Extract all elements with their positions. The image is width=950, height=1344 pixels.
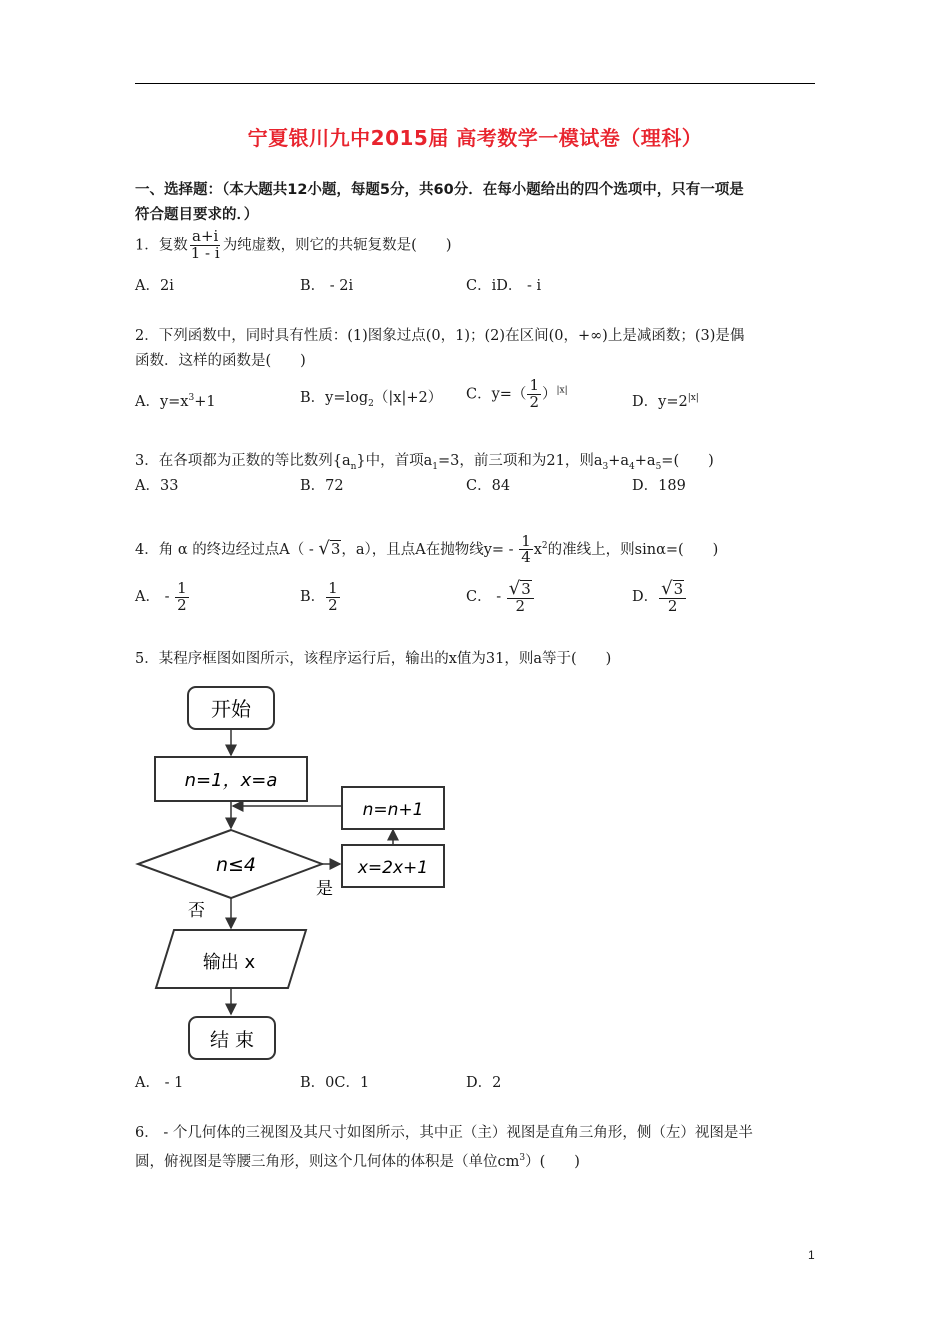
flow-output-label: 输出 x [202,952,256,973]
q4-option-b [300,576,341,618]
q3-t4: +a [608,453,630,469]
q3-s4: 4 [629,461,635,472]
flow-yes-label: 是 [316,879,333,899]
q3-t2: }中，首项a [356,453,433,469]
q3-s2: 1 [432,461,439,472]
question-2-line2: 函数．这样的函数是( ) [135,353,306,369]
question-5: 5．某程序框图如图所示，该程序运行后，输出的x值为31，则a等于( ) [135,651,612,667]
q4-a-pre: A． - [135,589,175,605]
q2-option-b [300,388,442,414]
q4-t4: 的准线上，则sinα=( ) [547,541,719,558]
q4-a-den: 2 [177,595,187,614]
flow-start-label: 开始 [211,697,251,721]
q3-option-a: A．33 [135,478,179,494]
flow-calc-label: x=2x+1 [357,858,429,878]
q2-b-post: （|x|+2） [373,390,443,406]
q2-c-post: ） [541,386,557,403]
q4-b-pre: B． [300,589,326,605]
flow-increment-label: n=n+1 [362,800,424,820]
q4-fraction [519,531,533,567]
q2-a-post: +1 [194,393,216,410]
q1-prefix: 1．复数 [135,237,188,254]
q3-s1: n [350,461,357,472]
q3-option-c: C．84 [466,478,511,494]
q6-line2-pre: 圆，俯视图是等腰三角形，则这个几何体的体积是（单位cm [135,1153,520,1170]
q4-d-den: 2 [667,596,678,615]
q2-a-pre: A．y=x [135,393,189,410]
q4-c-fraction [507,577,534,615]
q3-t6: =( ) [661,453,714,469]
q3-t1: 3．在各项都为正数的等比数列{a [135,453,351,469]
q4-option-c [466,576,535,618]
q2-d-pre: D．y=2 [632,393,688,410]
q4-c-rad: 3 [521,579,531,598]
q4-t2: ，a），且点A在抛物线y= - [341,541,519,558]
q3-t5: +a [634,453,656,469]
q4-c-pre: C． - [466,589,506,605]
q4-d-pre: D． [632,589,659,605]
q4-d-rad: 3 [673,579,684,598]
question-1 [135,229,452,262]
page-number: 1 [808,1248,815,1262]
q4-d-fraction [659,577,686,615]
q2-b-pre: B．y=log [300,390,369,406]
section-heading-line2: 符合题目要求的．） [135,207,259,223]
exam-title: 宁夏银川九中2015届 高考数学一模试卷（理科） [247,126,703,150]
header-rule [135,83,815,84]
q6-line2-sup: 3 [519,1153,526,1163]
q1-option-cd: C．iD． - i [466,278,542,294]
q4-option-a [135,576,190,618]
q2-c-den: 2 [529,392,539,411]
question-4 [135,529,718,567]
q5-option-d: D．2 [466,1075,502,1091]
q2-b-sub: 2 [368,398,374,409]
q2-c-sup: |x| [556,385,568,396]
q1-option-a: A．2i [135,278,174,294]
q3-t3: =3，前三项和为21，则a [438,453,603,469]
flowchart [130,680,460,1070]
q2-c-num: 1 [529,376,539,394]
flow-condition-label: n≤4 [215,854,257,876]
q2-c-pre: C．y=（ [466,386,527,403]
q4-c-num: √ 3 [507,580,534,599]
flow-init-label: n=1，x=a [184,770,278,791]
q2-a-sup: 3 [188,393,195,403]
section-heading-line1: 一、选择题：（本大题共12小题，每题5分，共60分．在每小题给出的四个选项中，只有一项是 [135,182,744,198]
q6-line2-post: ）( ) [525,1153,580,1170]
flow-end-label: 结 束 [209,1029,255,1051]
question-6-line1: 6． - 个几何体的三视图及其尺寸如图所示，其中正（主）视图是直角三角形，侧（左）视图是半 [135,1125,753,1141]
q2-d-sup: |x| [687,393,699,403]
q4-b-num: 1 [328,578,338,597]
q3-option-d: D．189 [632,478,686,494]
q3-s5: 5 [655,461,662,472]
q4-b-den: 2 [328,595,338,614]
q4-sup: 2 [541,541,548,551]
q3-option-b: B．72 [300,478,344,494]
q4-a-fraction [175,578,189,614]
q5-option-bc: B．0C．1 [300,1075,370,1091]
question-2-line1: 2．下列函数中，同时具有性质：(1)图象过点(0，1)；(2)在区间(0，+∞)上是减函数；(3)是偶 [135,328,745,344]
q1-frac-num: a+i [192,227,219,245]
q4-d-num: √ 3 [659,580,686,599]
q4-frac-num: 1 [521,531,531,550]
q1-option-b: B． - 2i [300,278,354,294]
q2-option-a [135,388,216,412]
flow-no-label: 否 [188,901,205,921]
q4-t1: 4．角 α 的终边经过点A（ - [135,541,319,558]
q4-t3: x [533,541,542,558]
q4-rad: 3 [330,539,341,558]
q1-fraction [189,229,222,262]
q4-option-d [632,576,687,618]
question-6-line2 [135,1148,580,1172]
q4-sqrt: √ 3 [318,537,341,559]
q2-option-d [632,388,699,412]
q4-c-den: 2 [515,596,525,615]
q1-suffix: 为纯虚数，则它的共轭复数是( ) [222,237,452,254]
q2-c-fraction [527,378,541,411]
q4-a-num: 1 [177,578,187,597]
q2-option-c [466,378,568,411]
q3-s3: 3 [602,461,609,472]
q5-option-a: A． - 1 [135,1075,184,1091]
q4-b-fraction [326,578,340,614]
question-3 [135,451,714,477]
q1-frac-den: 1 - i [190,243,220,262]
q4-frac-den: 4 [521,548,531,567]
